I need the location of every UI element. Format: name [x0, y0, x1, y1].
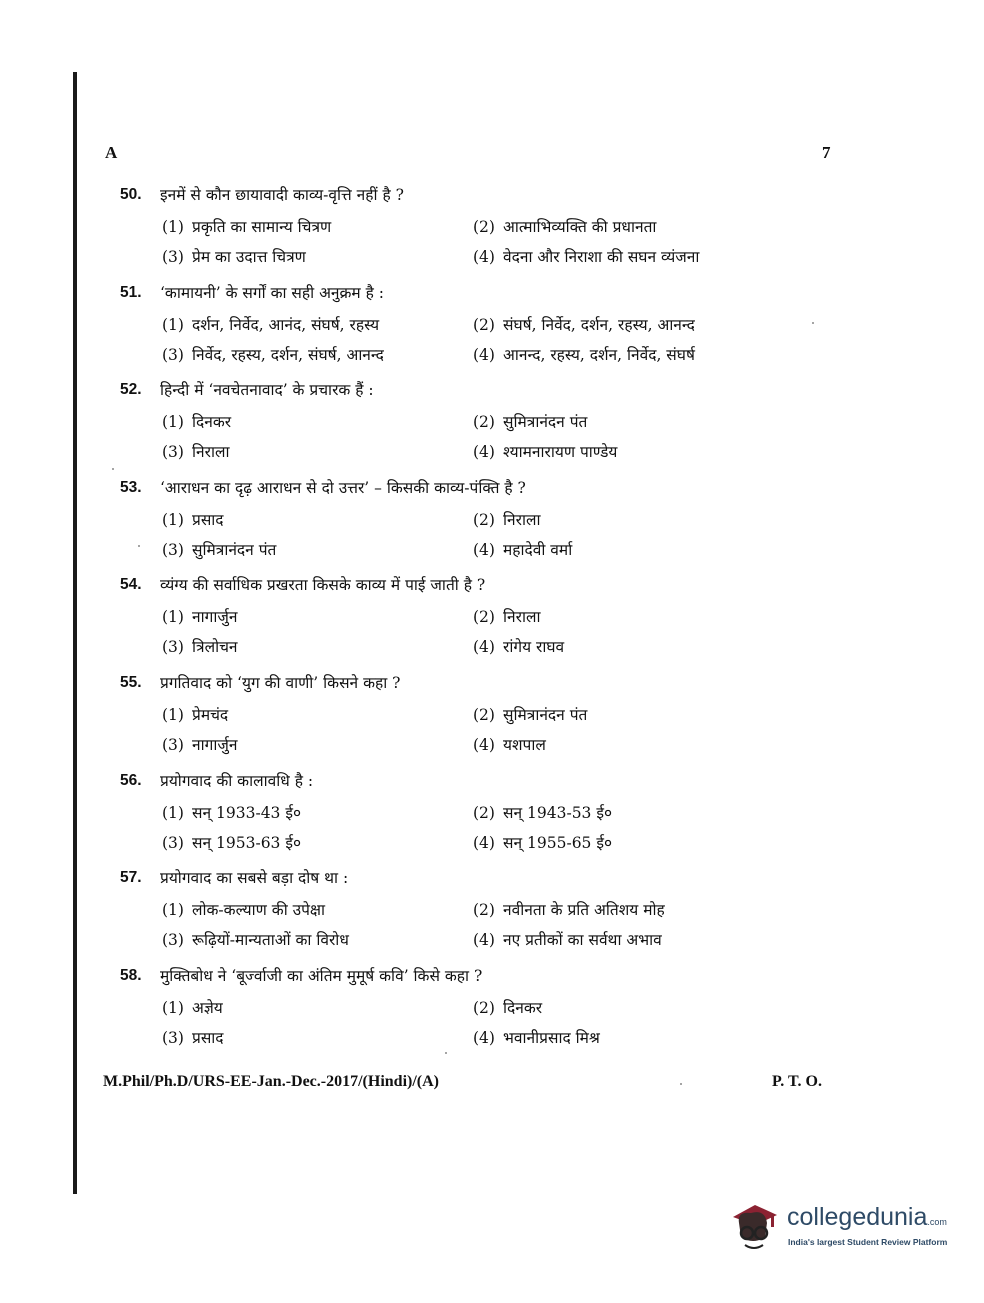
- question: [120, 473, 820, 571]
- option: (3) निराला: [162, 443, 230, 462]
- option: (1) अज्ञेय: [162, 998, 223, 1017]
- page-number: 7: [822, 143, 831, 162]
- question-list: [120, 180, 820, 1058]
- option: (3) नागार्जुन: [162, 735, 238, 754]
- option: (1) प्रसाद: [162, 510, 224, 529]
- page-binding-line: [73, 72, 77, 1194]
- option: (2) आत्माभिव्यक्ति की प्रधानता: [473, 218, 657, 236]
- option: (4) श्यामनारायण पाण्डेय: [473, 443, 618, 462]
- option: (4) भवानीप्रसाद मिश्र: [473, 1028, 600, 1047]
- question-number: 51.: [120, 283, 142, 301]
- series-label: A: [105, 143, 118, 162]
- question-number: 56.: [120, 771, 142, 789]
- question-text: प्रयोगवाद का सबसे बड़ा दोष था :: [160, 869, 349, 888]
- option: (2) नवीनता के प्रति अतिशय मोह: [473, 901, 665, 920]
- question: [120, 570, 820, 668]
- question-number: 52.: [120, 381, 142, 399]
- question-text: मुक्तिबोध ने ‘बूर्ज्वाजी का अंतिम मुमूर्ष कवि’ किसे कहा ?: [160, 966, 483, 985]
- question: [120, 375, 820, 473]
- question-number: 57.: [120, 869, 142, 887]
- option: (3) प्रेम का उदात्त चित्रण: [162, 248, 306, 266]
- brand-name: collegedunia.com: [787, 1203, 947, 1231]
- question-number: 53.: [120, 478, 142, 496]
- brand-tagline: India's largest Student Review Platform: [788, 1237, 948, 1247]
- option: (4) वेदना और निराशा की सघन व्यंजना: [473, 248, 700, 266]
- option: (4) नए प्रतीकों का सर्वथा अभाव: [473, 931, 662, 950]
- option: (3) प्रसाद: [162, 1028, 224, 1047]
- question-text: ‘आराधन का दृढ़ आराधन से दो उत्तर’ – किसकी काव्य-पंक्ति है ?: [160, 478, 526, 497]
- option: (2) सुमित्रानंदन पंत: [473, 413, 588, 432]
- option: (2) सन् 1943-53 ई०: [473, 803, 613, 822]
- scan-speck: [112, 468, 114, 470]
- question-number: 55.: [120, 673, 142, 691]
- question: [120, 180, 820, 278]
- pto-label: P. T. O.: [772, 1073, 822, 1090]
- option: (1) सन् 1933-43 ई०: [162, 803, 302, 822]
- option: (1) प्रकृति का सामान्य चित्रण: [162, 218, 332, 236]
- question-text: इनमें से कौन छायावादी काव्य-वृत्ति नहीं है ?: [160, 186, 404, 204]
- scan-speck: [812, 322, 814, 324]
- option: (4) सन् 1955-65 ई०: [473, 833, 613, 852]
- question-text: व्यंग्य की सर्वाधिक प्रखरता किसके काव्य में पाई जाती है ?: [160, 576, 486, 595]
- collegedunia-logo: [725, 1195, 965, 1265]
- question: [120, 766, 820, 864]
- question-number: 50.: [120, 186, 142, 203]
- option: (3) रूढ़ियों-मान्यताओं का विरोध: [162, 931, 349, 950]
- paper-code: M.Phil/Ph.D/URS-EE-Jan.-Dec.-2017/(Hindi)/(A): [103, 1073, 439, 1090]
- scan-speck: [445, 1052, 447, 1054]
- option: (1) नागार्जुन: [162, 608, 238, 627]
- option: (1) दर्शन, निर्वेद, आनंद, संघर्ष, रहस्य: [162, 315, 380, 334]
- question-number: 58.: [120, 966, 142, 984]
- option: (3) सन् 1953-63 ई०: [162, 833, 302, 852]
- option: (3) निर्वेद, रहस्य, दर्शन, संघर्ष, आनन्द: [162, 345, 384, 364]
- question: [120, 278, 820, 376]
- question: [120, 668, 820, 766]
- question-text: प्रगतिवाद को ‘युग की वाणी’ किसने कहा ?: [160, 673, 401, 692]
- option: (4) रांगेय राघव: [473, 638, 565, 657]
- scan-speck: [680, 1083, 682, 1085]
- option: (4) आनन्द, रहस्य, दर्शन, निर्वेद, संघर्ष: [473, 345, 695, 364]
- option: (2) संघर्ष, निर्वेद, दर्शन, रहस्य, आनन्द: [473, 315, 695, 334]
- question-text: हिन्दी में ‘नवचेतनावाद’ के प्रचारक हैं :: [160, 381, 374, 400]
- option: (2) दिनकर: [473, 998, 543, 1017]
- scan-speck: [138, 545, 140, 547]
- option: (3) सुमित्रानंदन पंत: [162, 540, 277, 559]
- option: (1) दिनकर: [162, 413, 232, 432]
- question-text: प्रयोगवाद की कालावधि है :: [160, 771, 314, 790]
- option: (2) सुमित्रानंदन पंत: [473, 705, 588, 724]
- option: (2) निराला: [473, 510, 541, 529]
- option: (4) महादेवी वर्मा: [473, 540, 573, 559]
- student-mascot-icon: [725, 1197, 783, 1255]
- question: [120, 863, 820, 961]
- option: (1) प्रेमचंद: [162, 705, 229, 724]
- option: (3) त्रिलोचन: [162, 638, 238, 657]
- question-text: ‘कामायनी’ के सर्गों का सही अनुक्रम है :: [160, 283, 384, 302]
- question-number: 54.: [120, 576, 142, 594]
- option: (2) निराला: [473, 608, 541, 627]
- question: [120, 961, 820, 1059]
- option: (1) लोक-कल्याण की उपेक्षा: [162, 901, 326, 920]
- option: (4) यशपाल: [473, 735, 546, 754]
